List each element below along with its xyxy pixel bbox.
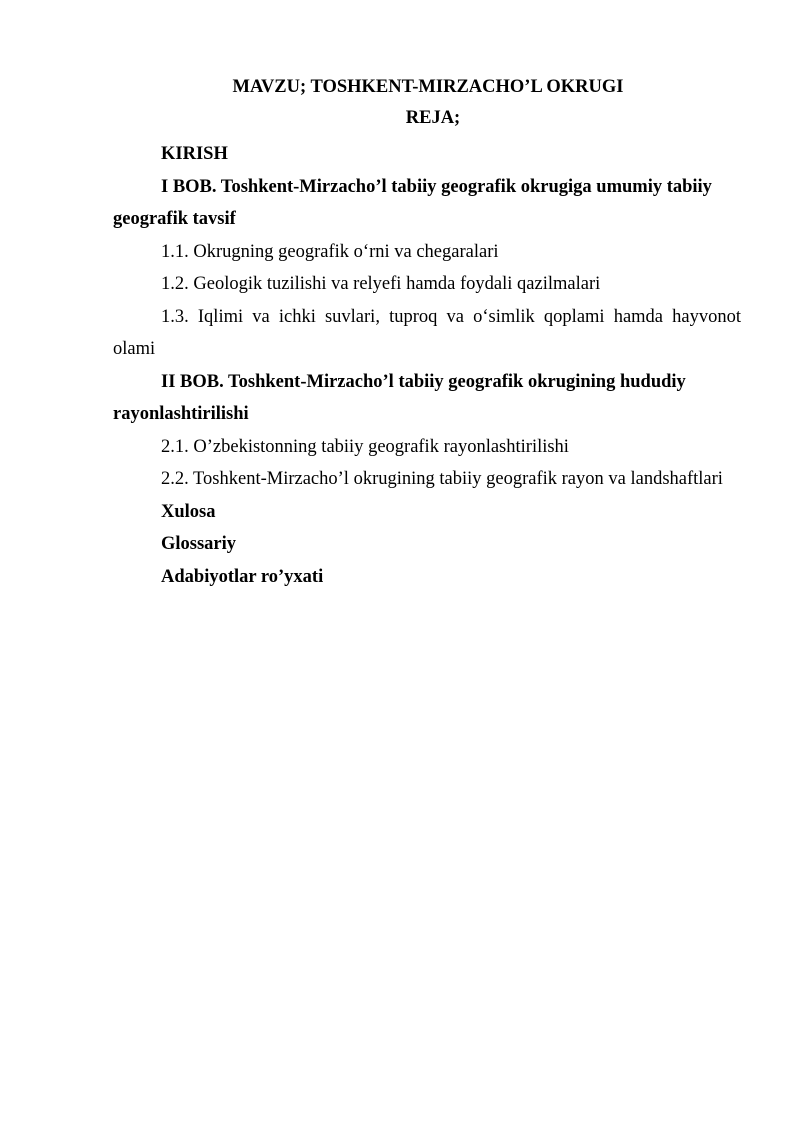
chapter-1-title: I BOB. Toshkent-Mirzacho’l tabiiy geografik okrugiga umumiy tabiiy	[161, 177, 712, 197]
section-2-2: 2.2. Toshkent-Mirzacho’l okrugining tabiiy geografik rayon va landshaftlari	[161, 469, 723, 489]
section-1-2: 1.2. Geologik tuzilishi va relyefi hamda foydali qazilmalari	[161, 274, 601, 294]
section-1-3: 1.3. Iqlimi va ichki suvlari, tuproq va o‘simlik qoplami hamda hayvonot	[161, 307, 741, 327]
glossary-item: Glossariy	[161, 534, 237, 554]
references-item: Adabiyotlar ro’yxati	[161, 567, 324, 587]
document-title: MAVZU; TOSHKENT-MIRZACHO’L OKRUGI	[232, 77, 624, 97]
intro-item: KIRISH	[161, 144, 228, 164]
conclusion-item: Xulosa	[161, 502, 216, 522]
chapter-2-title: II BOB. Toshkent-Mirzacho’l tabiiy geografik okrugining hududiy	[161, 372, 686, 392]
plan-heading: REJA;	[405, 108, 461, 128]
chapter-1-title-cont: geografik tavsif	[113, 209, 236, 229]
section-1-1: 1.1. Okrugning geografik o‘rni va chegaralari	[161, 242, 499, 262]
section-2-1: 2.1. O’zbekistonning tabiiy geografik rayonlashtirilishi	[161, 437, 569, 457]
chapter-2-title-cont: rayonlashtirilishi	[113, 404, 249, 424]
section-1-3-cont: olami	[113, 339, 156, 359]
